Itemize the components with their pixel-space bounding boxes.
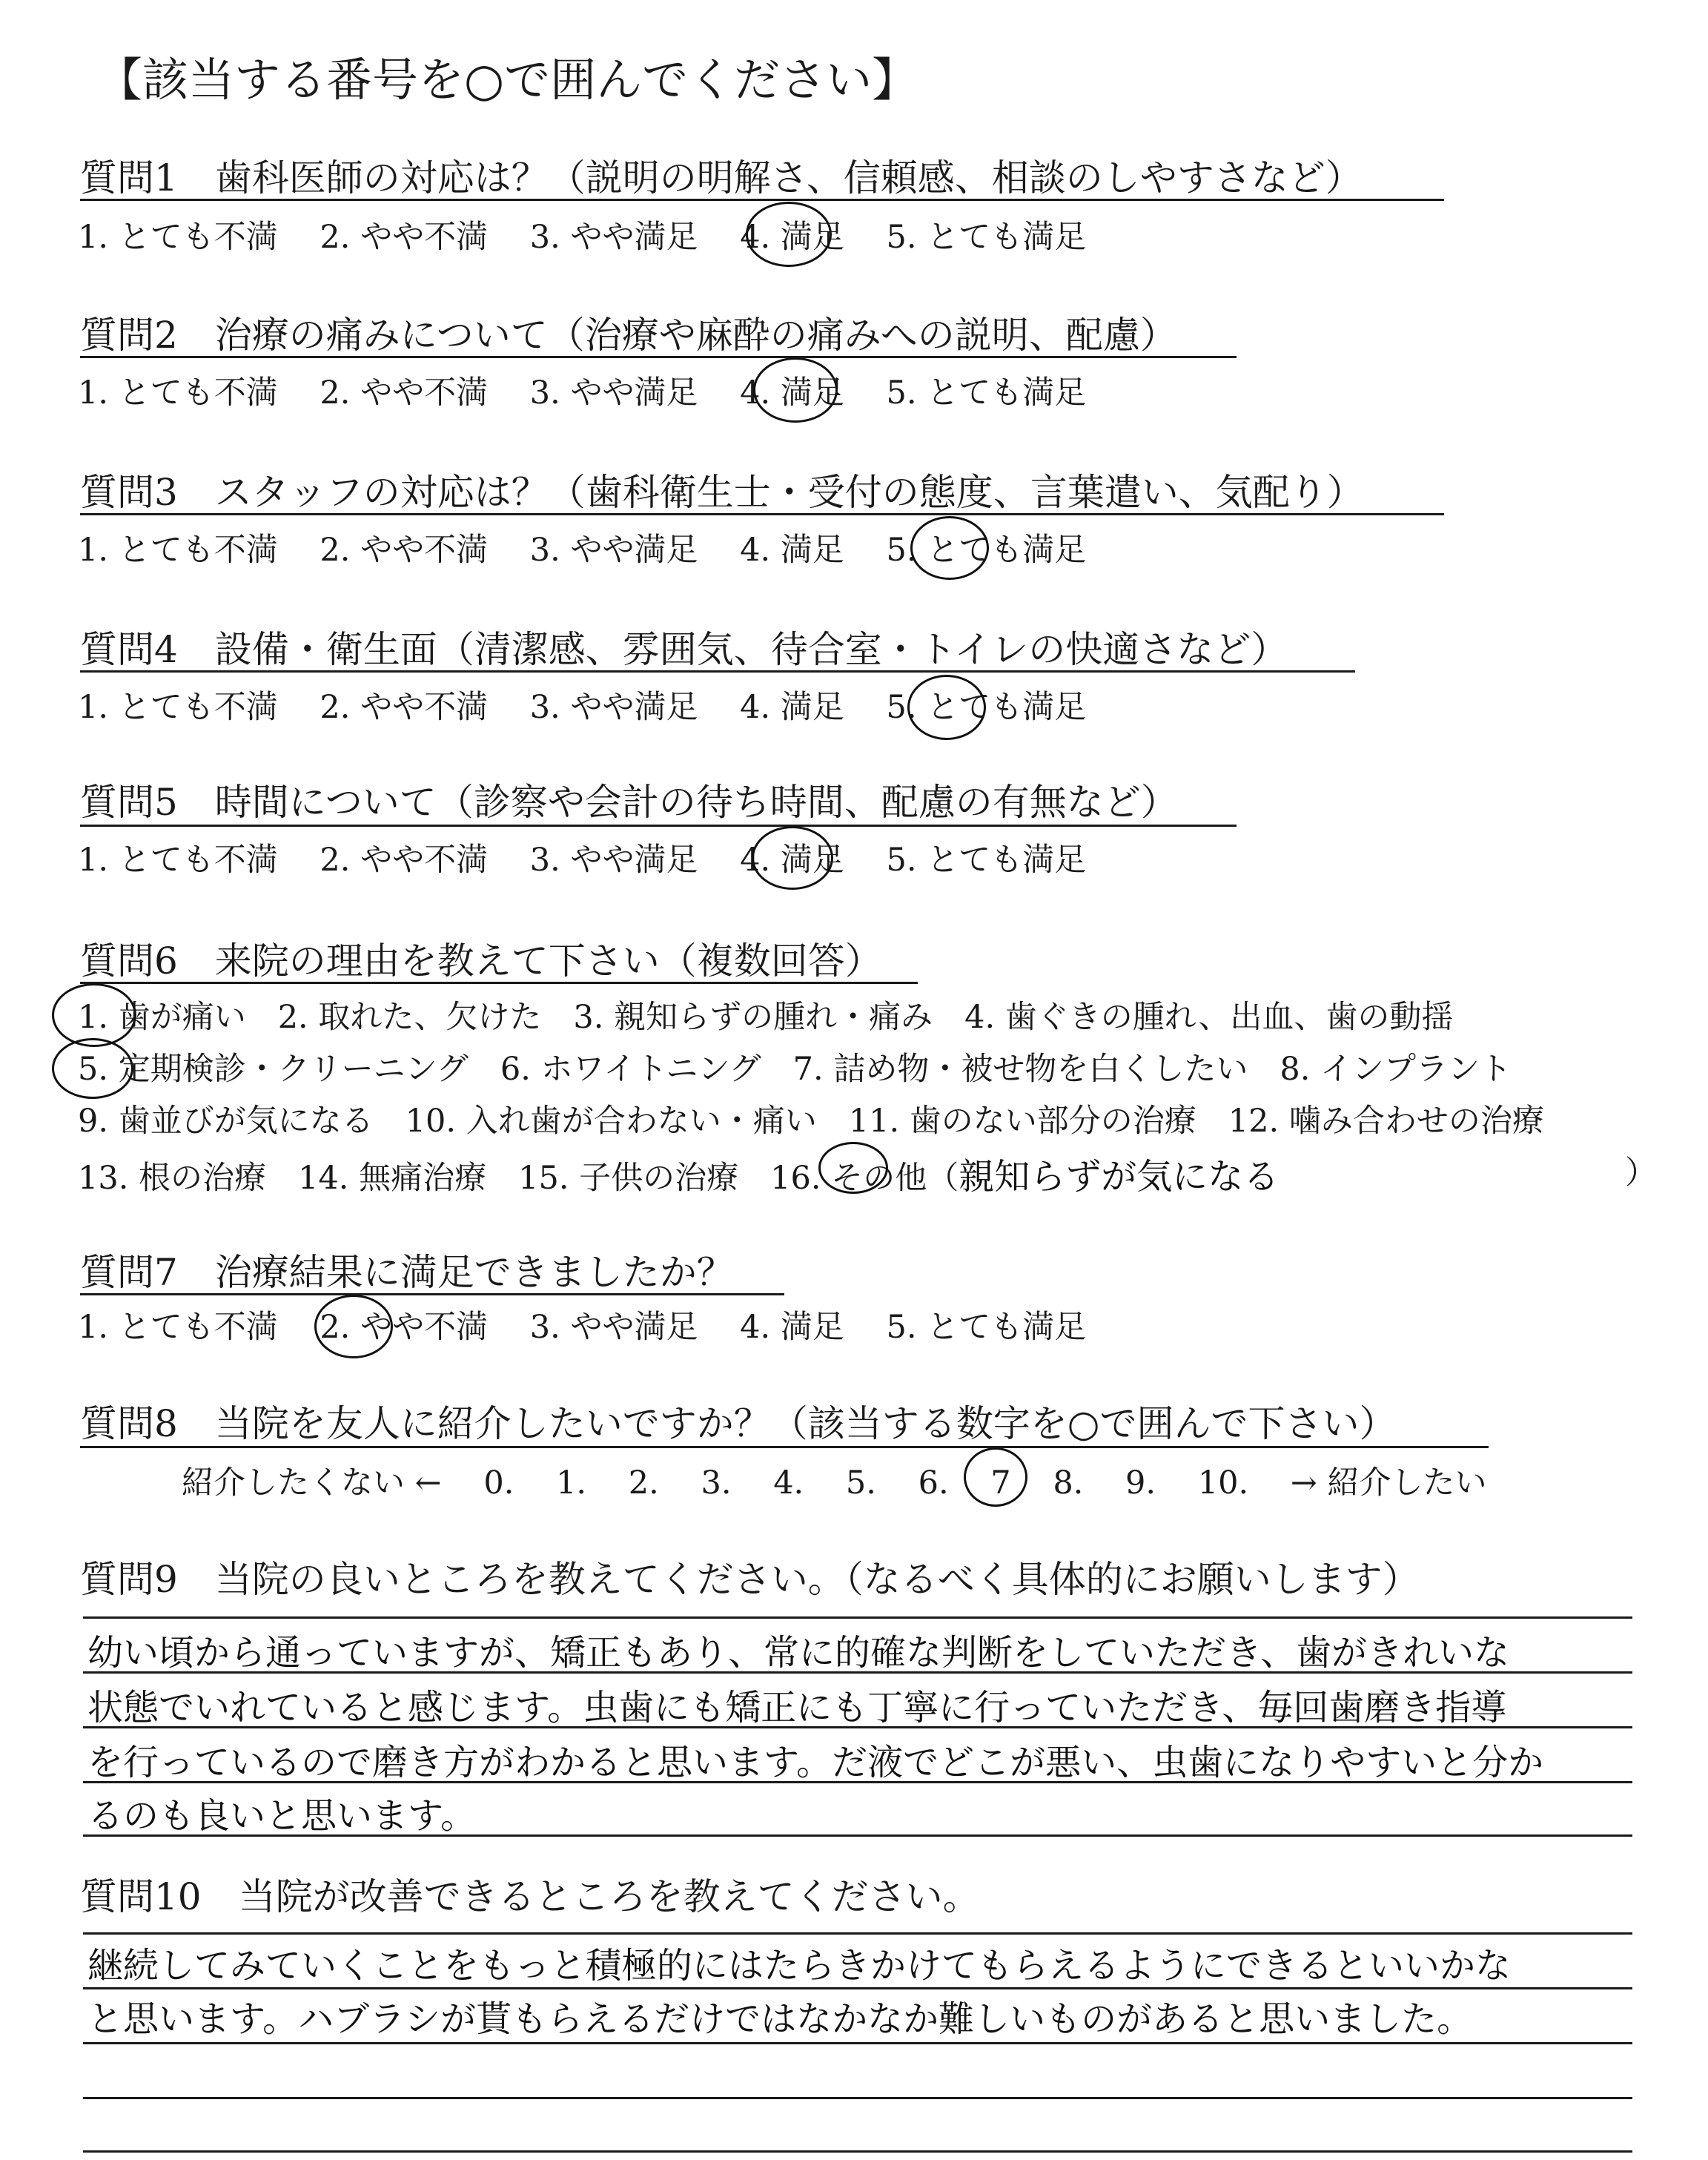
question-7-options[interactable] xyxy=(78,1302,1086,1347)
answer-line xyxy=(83,1834,1632,1837)
question-1-underline xyxy=(80,199,1444,201)
question-4-label: 質問4 設備・衛生面（清潔感、雰囲気、待合室・トイレの快適さなど） xyxy=(80,628,1288,671)
question-1-options[interactable] xyxy=(78,212,1086,257)
question-5-underline xyxy=(80,825,1237,827)
option-4[interactable]: 4. 満足 xyxy=(740,689,844,726)
question-10-answer-line-2[interactable]: と思います。ハブラシが貰もらえるだけではなかなか難しいものがあると思いました。 xyxy=(87,1998,1473,2040)
option-1[interactable]: 1. とても不満 xyxy=(78,842,278,879)
question-8-underline xyxy=(80,1446,1489,1448)
option-2[interactable]: 2. やや不満 xyxy=(320,532,489,569)
question-2-options[interactable] xyxy=(78,368,1086,413)
other-handwritten-answer[interactable]: 親知らずが気になる xyxy=(959,1156,1280,1198)
option-1[interactable]: 1. とても不満 xyxy=(78,532,278,569)
option-3[interactable]: 3. やや満足 xyxy=(529,532,698,569)
selection-circle xyxy=(907,675,986,740)
page-title: 【該当する番号を○で囲んでください】 xyxy=(96,53,918,107)
option-3[interactable]: 3. やや満足 xyxy=(529,219,698,256)
option-5[interactable]: 5. とても満足 xyxy=(886,1309,1087,1346)
option-4[interactable]: 4. 満足 xyxy=(740,532,844,569)
scale-9[interactable]: 9. xyxy=(1125,1464,1156,1502)
option-5[interactable]: 5. とても満足 xyxy=(886,532,1087,569)
option-3[interactable]: 3. やや満足 xyxy=(529,689,698,726)
scale-2[interactable]: 2. xyxy=(628,1464,659,1502)
selection-circle xyxy=(818,1142,888,1194)
scale-5[interactable]: 5. xyxy=(845,1464,876,1502)
question-3-label: 質問3 スタッフの対応は？（歯科衛生士・受付の態度、言葉遣い、気配り） xyxy=(80,471,1364,514)
question-8-label: 質問8 当院を友人に紹介したいですか？（該当する数字を○で囲んで下さい） xyxy=(80,1402,1397,1445)
option-4[interactable]: 4. 満足 xyxy=(740,842,844,879)
row-4-text: 13. 根の治療 14. 無痛治療 15. 子供の治療 16. その他（ xyxy=(78,1160,959,1197)
question-6-row-4[interactable] xyxy=(78,1148,1279,1199)
option-3[interactable]: 3. やや満足 xyxy=(529,842,698,879)
scale-3[interactable]: 3. xyxy=(701,1464,732,1502)
question-2-label: 質問2 治療の痛みについて（治療や麻酔の痛みへの説明、配慮） xyxy=(80,314,1177,357)
selection-circle xyxy=(746,202,832,267)
option-5[interactable]: 5. とても満足 xyxy=(886,689,1087,726)
scale-right-label: → 紹介したい xyxy=(1290,1464,1487,1502)
option-1[interactable]: 1. とても不満 xyxy=(78,219,278,256)
question-10-answer-line-1[interactable]: 継続してみていくことをもっと積極的にはたらきかけてもらえるようにできるといいかな xyxy=(87,1945,1512,1986)
question-9-label: 質問9 当院の良いところを教えてください。（なるべく具体的にお願いします） xyxy=(80,1558,1420,1601)
option-4[interactable]: 4. 満足 xyxy=(740,219,844,256)
selection-circle xyxy=(753,357,838,423)
question-7-underline xyxy=(80,1293,784,1295)
question-2-underline xyxy=(80,356,1237,358)
option-2[interactable]: 2. やや不満 xyxy=(320,1309,489,1346)
scale-6[interactable]: 6. xyxy=(918,1464,949,1502)
scale-left-label: 紹介したくない ← xyxy=(182,1464,442,1502)
question-9-answer-line-1[interactable]: 幼い頃から通っていますが、矯正もあり、常に的確な判断をしていただき、歯がきれいな xyxy=(87,1632,1510,1674)
question-7-label: 質問7 治療結果に満足できましたか？ xyxy=(80,1251,734,1294)
question-5-options[interactable] xyxy=(78,835,1086,880)
option-2[interactable]: 2. やや不満 xyxy=(320,842,489,879)
question-4-underline xyxy=(80,670,1355,673)
answer-line xyxy=(83,1671,1632,1674)
option-1[interactable]: 1. とても不満 xyxy=(78,689,278,726)
answer-line xyxy=(83,2097,1632,2099)
question-9-answer-line-4[interactable]: るのも良いと思います。 xyxy=(87,1795,477,1837)
scale-7[interactable]: 7 xyxy=(990,1464,1011,1502)
question-8-scale[interactable] xyxy=(182,1458,1487,1503)
option-5[interactable]: 5. とても満足 xyxy=(886,842,1087,879)
scale-10[interactable]: 10. xyxy=(1197,1464,1249,1502)
option-5[interactable]: 5. とても満足 xyxy=(886,374,1087,412)
selection-circle xyxy=(964,1447,1027,1507)
option-4[interactable]: 4. 満足 xyxy=(740,1309,844,1346)
answer-line xyxy=(83,1616,1632,1619)
question-6-row-2[interactable]: 5. 定期検診・クリーニング 6. ホワイトニング 7. 詰め物・被せ物を白くしたい 8. インプラント xyxy=(78,1051,1512,1088)
question-6-row-1[interactable]: 1. 歯が痛い 2. 取れた、欠けた 3. 親知らずの腫れ・痛み 4. 歯ぐきの腫れ、出血、歯の動揺 xyxy=(78,999,1454,1036)
scale-8[interactable]: 8. xyxy=(1053,1464,1084,1502)
option-1[interactable]: 1. とても不満 xyxy=(78,374,278,412)
option-2[interactable]: 2. やや不満 xyxy=(320,374,489,412)
answer-line xyxy=(83,2150,1632,2153)
option-1[interactable]: 1. とても不満 xyxy=(78,1309,278,1346)
answer-line xyxy=(83,2042,1632,2044)
selection-circle xyxy=(314,1295,393,1358)
answer-line xyxy=(83,1781,1632,1783)
option-3[interactable]: 3. やや満足 xyxy=(529,1309,698,1346)
scale-1[interactable]: 1. xyxy=(556,1464,587,1502)
answer-line xyxy=(83,1987,1632,1989)
option-5[interactable]: 5. とても満足 xyxy=(886,219,1087,256)
row-4-closing-paren: ） xyxy=(1625,1155,1657,1192)
answer-line xyxy=(83,1932,1632,1935)
question-6-underline xyxy=(80,982,918,984)
option-2[interactable]: 2. やや不満 xyxy=(320,689,489,726)
option-2[interactable]: 2. やや不満 xyxy=(320,219,489,256)
question-6-row-3[interactable]: 9. 歯並びが気になる 10. 入れ歯が合わない・痛い 11. 歯のない部分の治療 12. 噛み合わせの治療 xyxy=(78,1103,1544,1140)
option-3[interactable]: 3. やや満足 xyxy=(529,374,698,412)
scale-4[interactable]: 4. xyxy=(773,1464,804,1502)
question-1-label: 質問1 歯科医師の対応は？（説明の明解さ、信頼感、相談のしやすさなど） xyxy=(80,156,1363,199)
question-9-answer-line-2[interactable]: 状態でいれていると感じます。虫歯にも矯正にも丁寧に行っていただき、毎回歯磨き指導 xyxy=(87,1687,1507,1728)
option-4[interactable]: 4. 満足 xyxy=(740,374,844,412)
selection-circle xyxy=(910,516,989,580)
selection-circle xyxy=(752,826,833,890)
question-10-label: 質問10 当院が改善できるところを教えてください。 xyxy=(80,1875,980,1918)
question-5-label: 質問5 時間について（診察や会計の待ち時間、配慮の有無など） xyxy=(80,781,1178,824)
scale-0[interactable]: 0. xyxy=(483,1464,514,1502)
selection-circle xyxy=(52,1038,133,1099)
question-9-answer-line-3[interactable]: を行っているので磨き方がわかると思います。だ液でどこが悪い、虫歯になりやすいと分か xyxy=(87,1742,1544,1783)
answer-line xyxy=(83,1726,1632,1728)
question-3-underline xyxy=(80,513,1444,515)
question-6-label: 質問6 来院の理由を教えて下さい（複数回答） xyxy=(80,939,882,982)
